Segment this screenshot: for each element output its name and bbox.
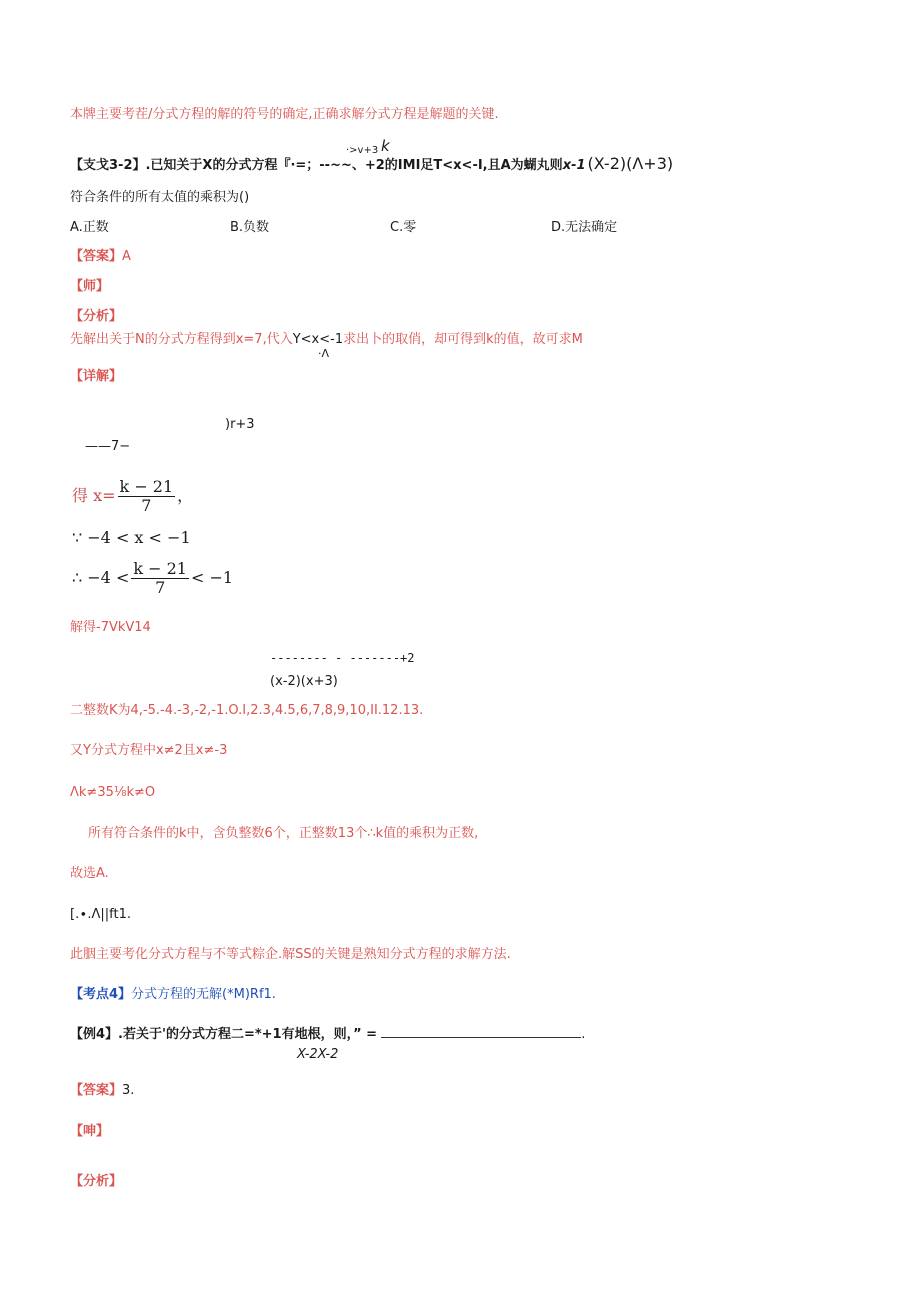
- example-4-text: 【例4】.若关于'的分式方程二=*+1有地根，则，” =: [70, 1027, 378, 1042]
- solved-range: 解得-7VkV14: [70, 620, 151, 635]
- question-3-2-text: [70, 155, 673, 175]
- answer-2-label: 【答案】: [70, 1083, 123, 1098]
- topic-4-title: 分式方程的无解(*M)Rf1.: [131, 987, 276, 1002]
- analysis-text-c: 求出卜的取俏，却可得到k的值，故可求M: [343, 332, 583, 347]
- fragment-r-plus-3: )r+3: [225, 417, 255, 432]
- equation-line-1-fraction: [118, 478, 176, 515]
- integer-list: 二整数K为4,-5.-4.-3,-2,-1.O.I,2.3,4.5,6,7,8,9,10,II.12.13.: [70, 703, 424, 718]
- equation-line-3: [72, 560, 233, 597]
- equation-image: [70, 470, 234, 605]
- example-4-row: [70, 1025, 585, 1044]
- equation-line-1-numerator: k − 21: [119, 477, 174, 496]
- question-3-2-main: 【支戈3-2】.已知关于X的分式方程『·=；--~~、+2的IMI足T<x<-I,且A为蝴丸则: [70, 158, 563, 173]
- equation-line-3-denominator: 7: [155, 578, 166, 597]
- equation-line-1-suffix: ，: [177, 486, 194, 505]
- option-a: A.正数: [70, 220, 109, 235]
- comment-text: 此胭主要考化分式方程与不等式粽企.解SS的关键是熟知分式方程的求解方法.: [70, 947, 511, 962]
- option-b: B.负数: [230, 220, 270, 235]
- eq-superscript-k: k: [381, 137, 390, 155]
- summary-line-1: 本牌主要考茬/分式方程的解的符号的确定,正确求解分式方程是解题的关键.: [70, 107, 499, 122]
- label-analysis-2: 【分析】: [70, 1174, 123, 1189]
- answer-value: A: [122, 249, 131, 264]
- answer-label: 【答案】: [70, 249, 123, 264]
- answer-row: [70, 248, 131, 266]
- question-3-2-x1: x-1: [562, 158, 586, 173]
- label-analysis: 【分析】: [70, 309, 123, 324]
- equation-line-3-suffix: < −1: [190, 568, 234, 587]
- eq-superscript: ·>v+3: [346, 145, 379, 156]
- equation-line-1: [72, 478, 193, 515]
- answer-blank[interactable]: [381, 1025, 581, 1038]
- question-3-2-denominator: (X-2)(Λ+3): [587, 154, 674, 173]
- equation-line-1-denominator: 7: [141, 496, 152, 515]
- answer-2-row: [70, 1082, 134, 1100]
- topic-4-row: [70, 986, 276, 1004]
- product-reasoning: 所有符合条件的k中，含负整数6个，正整数13个∴k值的乘积为正数,: [88, 826, 479, 841]
- equation-line-3-prefix: ∴ −4 <: [72, 568, 130, 587]
- question-3-2-line-2: 符合条件的所有太值的乘积为(): [70, 190, 250, 205]
- equation-line-1-prefix: 得 x=: [72, 486, 116, 505]
- choose-a: 故选A.: [70, 866, 109, 881]
- option-d: D.无法确定: [551, 220, 618, 235]
- comment-label: [.∙.Λ||ft1.: [70, 907, 131, 922]
- label-detailed-solution: 【详解】: [70, 369, 123, 384]
- example-4-denominators: X-2X-2: [297, 1047, 339, 1062]
- answer-2-value: 3.: [122, 1083, 135, 1098]
- equation-line-3-fraction: [131, 560, 189, 597]
- fraction-denominator: (x-2)(x+3): [270, 674, 338, 689]
- k-restriction: Λk≠35⅛k≠O: [70, 785, 156, 800]
- option-c: C.零: [390, 220, 417, 235]
- equation-line-2: ∵ −4 < x < −1: [72, 528, 191, 547]
- equation-line-3-numerator: k − 21: [133, 559, 187, 578]
- example-4-end: .: [581, 1027, 586, 1042]
- analysis-text-b: Y<x<-1: [292, 332, 344, 347]
- label-shi: 【师】: [70, 279, 110, 294]
- restriction-line: 又Y分式方程中x≠2且x≠-3: [70, 743, 228, 758]
- topic-4-label: 【考点4】: [70, 987, 132, 1002]
- fragment-7: ——7−: [85, 439, 131, 454]
- label-shen: 【呻】: [70, 1124, 110, 1139]
- analysis-text-a: 先解出关于N的分式方程得到x=7,代入: [70, 332, 293, 347]
- analysis-subscript: ·Λ: [318, 347, 330, 360]
- fraction-dashes: -------- - -------+2: [270, 651, 415, 665]
